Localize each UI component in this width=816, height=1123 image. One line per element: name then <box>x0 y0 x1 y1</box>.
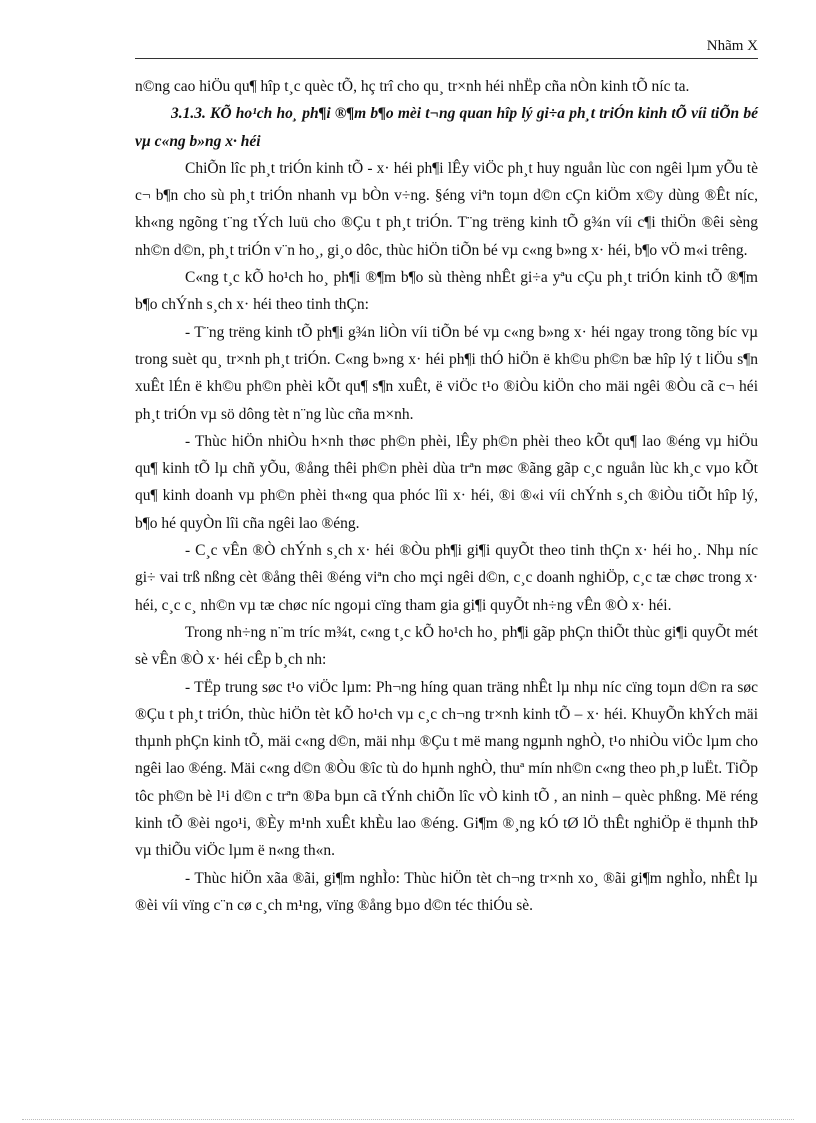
paragraph-continuation: n©ng cao hiÖu qu¶ hîp t¸c quèc tÕ, hç trî cho qu¸ tr×nh héi nhËp cña nÒn kinh tÕ níc ta. <box>135 78 690 95</box>
paragraph: ChiÕn lîc ph¸t triÓn kinh tÕ - x· héi ph¶i lÊy viÖc ph¸t huy nguån lùc con ngêi lµm yÕu tè c¬ b¶n cho sù ph¸t triÓn nhanh vµ bÒn v÷ng. §éng viªn toµn d©n cÇn kiÖm x©y dùng ®Êt níc, kh«ng ngõng t¨ng tÝch luü cho ®Çu t ph¸t triÓn. T¨ng trëng kinh tÕ g¾n víi c¶i thiÖn ®êi sèng nh©n d©n, ph¸t triÓn v¨n ho¸, gi¸o dôc, thùc hiÖn tiÕn bé vµ c«ng b»ng x· héi, b¶o vÖ m«i trêng. <box>135 159 758 259</box>
page-header: Nhãm X <box>706 38 758 54</box>
list-item: - Thùc hiÖn nhiÒu h×nh thøc ph©n phèi, lÊy ph©n phèi theo kÕt qu¶ lao ®éng vµ hiÖu qu¶ kinh tÕ lµ chñ yÕu, ®ång thêi ph©n phèi dùa trªn møc ®ãng gãp c¸c nguån lùc kh¸c vµo kÕt qu¶ kinh doanh vµ ph©n phèi th«ng qua phóc lîi x· héi, ®i ®«i víi chÝnh s¸ch ®iÒu tiÕt hîp lý, b¶o hé quyÒn lîi cña ngêi lao ®éng. <box>135 432 758 532</box>
header-divider <box>135 58 758 59</box>
list-item: - TËp trung søc t¹o viÖc lµm: Ph¬ng híng quan träng nhÊt lµ nhµ níc cïng toµn d©n ra søc ®Çu t ph¸t triÓn, thùc hiÖn tèt kÕ ho¹ch vµ c¸c ch¬ng tr×nh kinh tÕ – x· héi. KhuyÕn khÝch mäi thµnh phÇn kinh tÕ, mäi c«ng d©n, mäi nhµ ®Çu t më mang ngµnh nghÒ, t¹o nhiÒu viÖc lµm cho ngêi lao ®éng. Mäi c«ng d©n ®Òu ®îc tù do hµnh nghÒ, thuª mín nh©n c«ng theo ph¸p luËt. TiÕp tôc ph©n bè l¹i d©n c trªn ®Þa bµn cã tÝnh chiÕn lîc vÒ kinh tÕ , an ninh – quèc phßng. Më réng kinh tÕ ®èi ngo¹i, ®Èy m¹nh xuÊt khÈu lao ®éng. Gi¶m ®¸ng kÓ tØ lÖ thÊt nghiÖp ë thµnh thÞ vµ thiÕu viÖc lµm ë n«ng th«n. <box>135 678 758 860</box>
section-heading: 3.1.3. KÕ ho¹ch ho¸ ph¶i ®¶m b¶o mèi t¬ng quan hîp lý gi÷a ph¸t triÓn kinh tÕ víi tiÕn bé vµ c«ng b»ng x· héi <box>135 105 758 150</box>
list-item: - Thùc hiÖn xãa ®ãi, gi¶m nghÌo: Thùc hiÖn tèt ch¬ng tr×nh xo¸ ®ãi gi¶m nghÌo, nhÊt lµ ®èi víi vïng c¨n cø c¸ch m¹ng, vïng ®ång bµo d©n téc thiÓu sè. <box>135 869 758 914</box>
list-item: - C¸c vÊn ®Ò chÝnh s¸ch x· héi ®Òu ph¶i gi¶i quyÕt theo tinh thÇn x· héi ho¸. Nhµ níc gi÷ vai trß nßng cèt ®ång thêi ®éng viªn cho mçi ngêi d©n, c¸c doanh nghiÖp, c¸c tæ chøc trong x· héi, c¸c c¸ nh©n vµ tæ chøc níc ngoµi cïng tham gia gi¶i quyÕt nh÷ng vÊn ®Ò x· héi. <box>135 542 758 614</box>
paragraph: C«ng t¸c kÕ ho¹ch ho¸ ph¶i ®¶m b¶o sù thèng nhÊt gi÷a yªu cÇu ph¸t triÓn kinh tÕ ®¶m b¶o chÝnh s¸ch x· héi theo tinh thÇn: <box>135 269 758 314</box>
document-body <box>135 73 758 919</box>
list-item: - T¨ng trëng kinh tÕ ph¶i g¾n liÒn víi tiÕn bé vµ c«ng b»ng x· héi ngay trong tõng bíc vµ trong suèt qu¸ tr×nh ph¸t triÓn. C«ng b»ng x· héi ph¶i thÓ hiÖn ë kh©u ph©n bæ hîp lý t liÖu s¶n xuÊt lÉn ë kh©u ph©n phèi kÕt qu¶ s¶n xuÊt, ë viÖc t¹o ®iÒu kiÖn cho mäi ngêi ®Òu cã c¬ héi ph¸t triÓn vµ sö dông tèt n¨ng lùc cña m×nh. <box>135 323 758 423</box>
paragraph: Trong nh÷ng n¨m tríc m¾t, c«ng t¸c kÕ ho¹ch ho¸ ph¶i gãp phÇn thiÕt thùc gi¶i quyÕt mét sè vÊn ®Ò x· héi cÊp b¸ch nh: <box>135 623 758 669</box>
page-bottom-border <box>22 1119 794 1120</box>
